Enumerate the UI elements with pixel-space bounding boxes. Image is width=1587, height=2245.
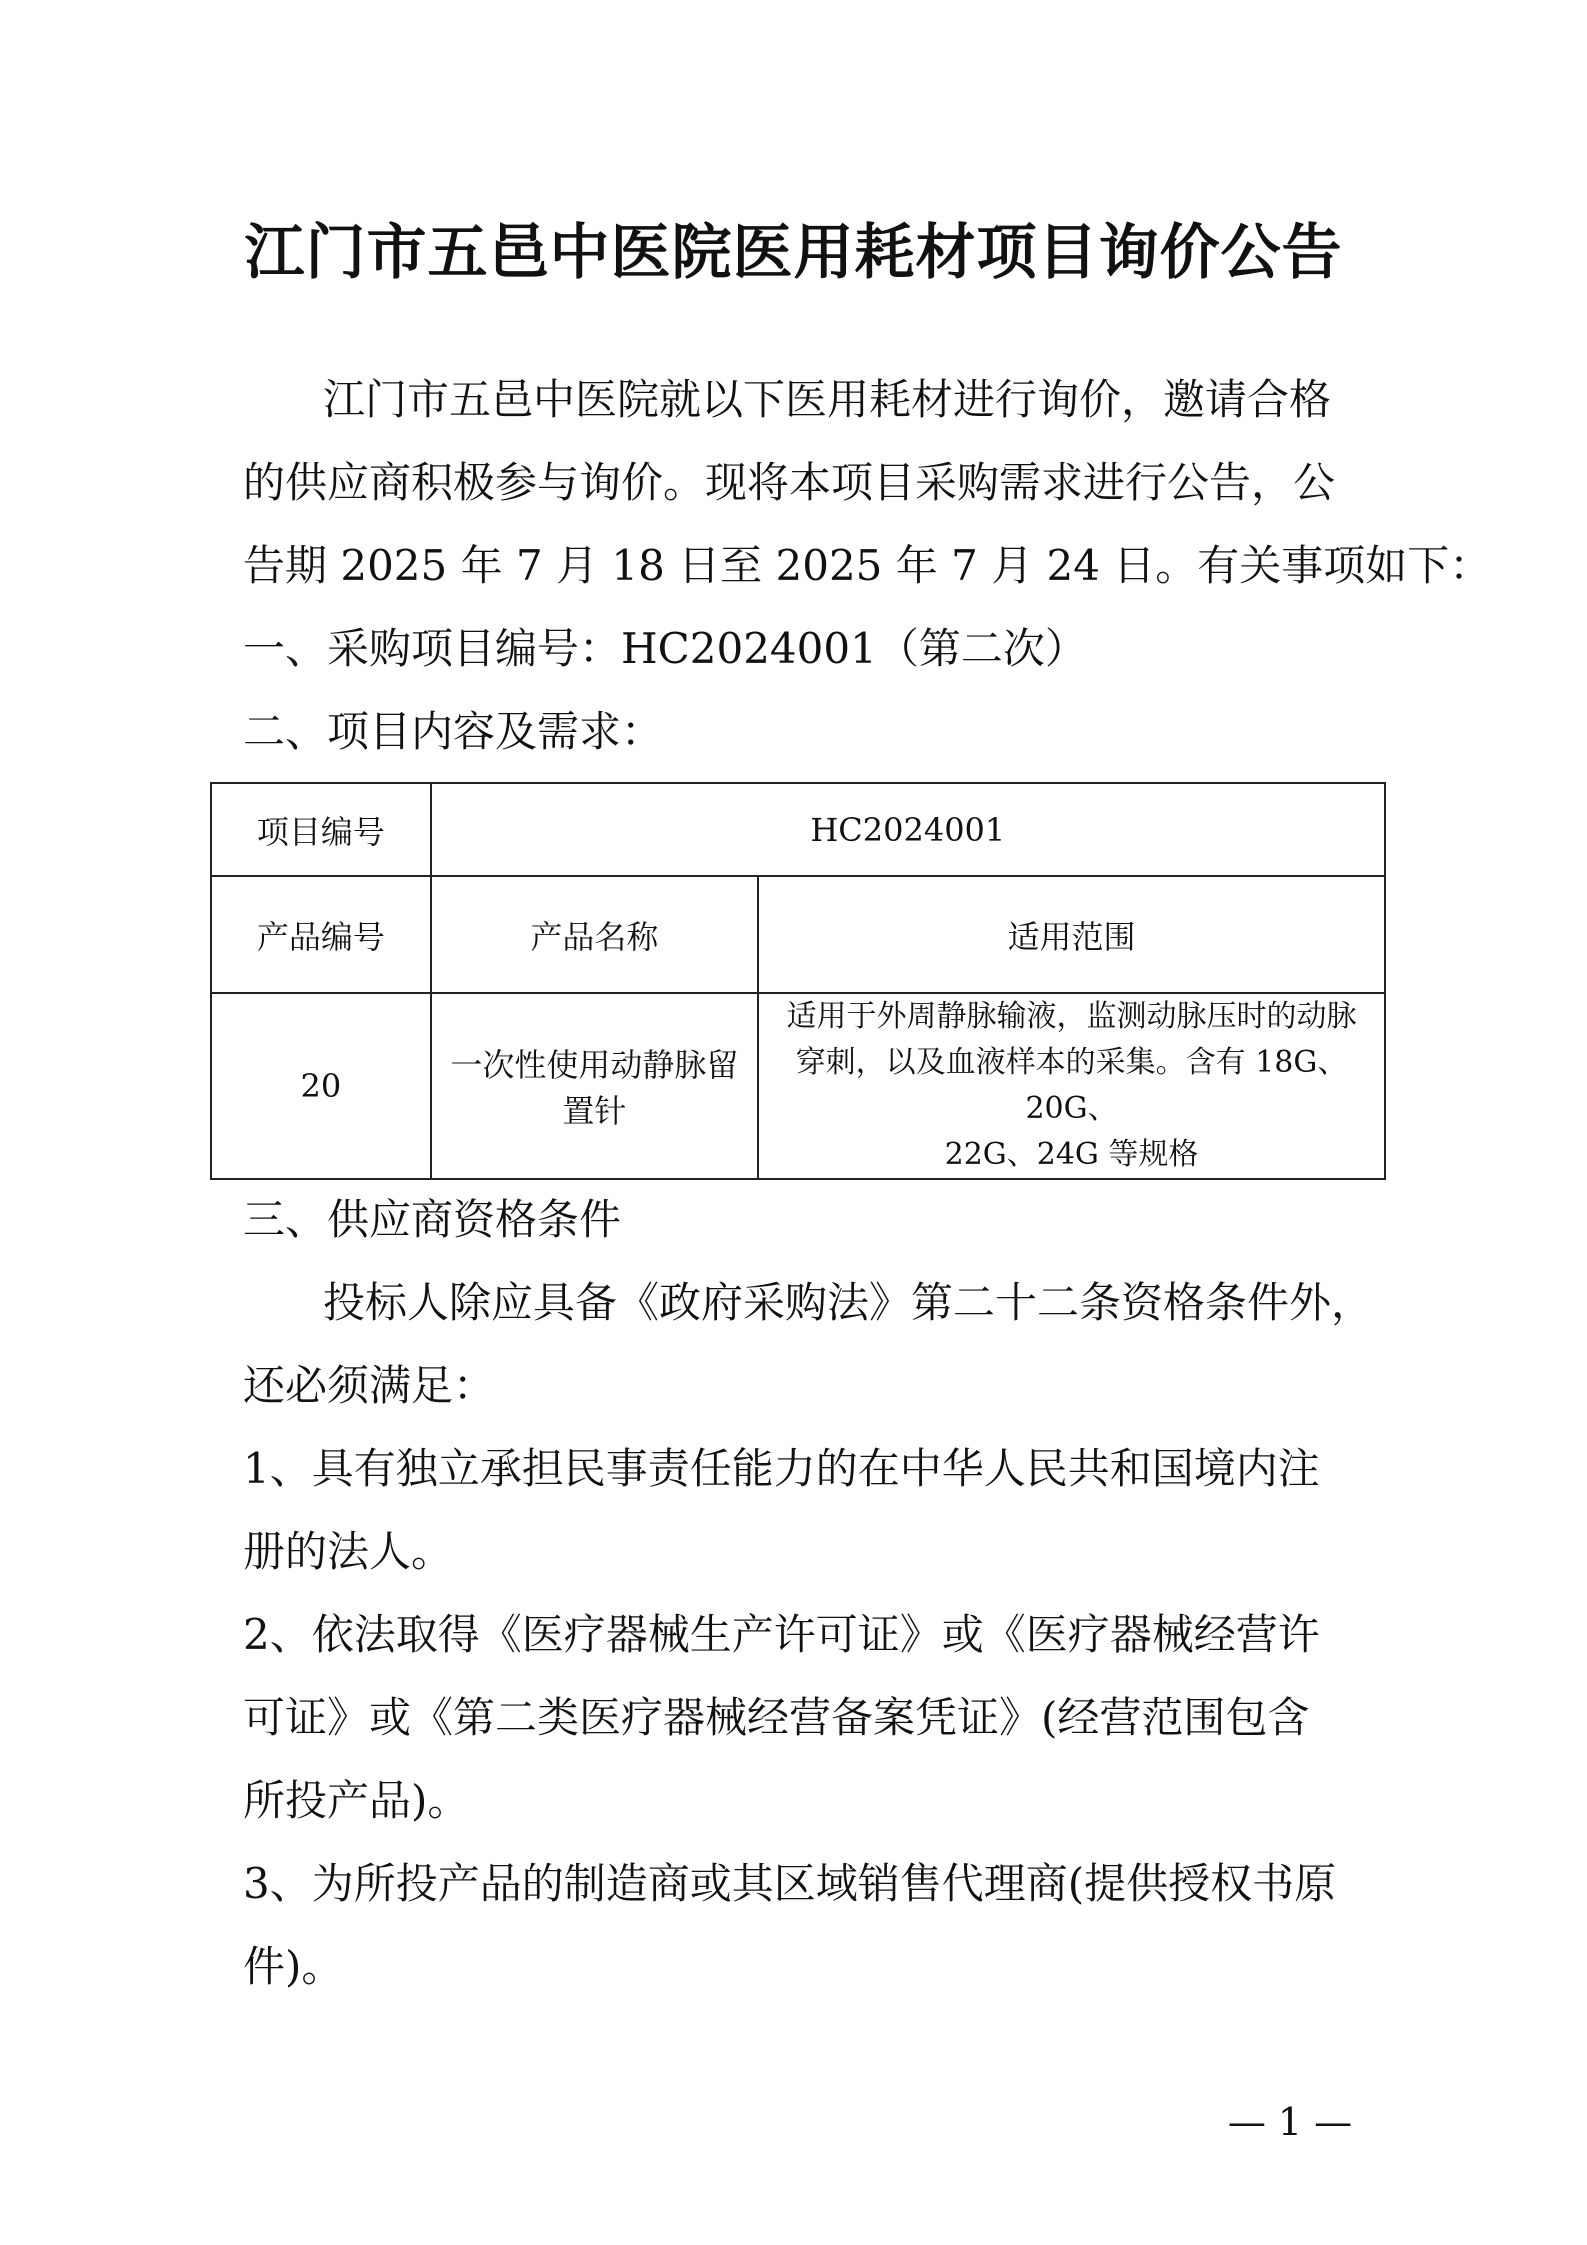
product-code-cell: 20 (211, 993, 431, 1179)
table-header-row (211, 876, 1385, 993)
intro-line-3: 告期 2025 年 7 月 18 日至 2025 年 7 月 24 日。有关事项如下： (243, 541, 1492, 590)
qualification-item-2-line-1: 2、依法取得《医疗器械生产许可证》或《医疗器械经营许 (243, 1610, 1320, 1659)
section-2-heading: 二、项目内容及需求： (243, 707, 664, 756)
header-scope: 适用范围 (758, 876, 1385, 993)
header-product-name: 产品名称 (431, 876, 758, 993)
scope-line-1: 适用于外周静脉输液，监测动脉压时的动脉 (786, 999, 1357, 1034)
intro-line-1: 江门市五邑中医院就以下医用耗材进行询价，邀请合格 (323, 375, 1332, 424)
table-row-project-no (211, 783, 1385, 876)
qualification-item-3-line-2: 件)。 (243, 1942, 344, 1991)
section-1-heading: 一、采购项目编号：HC2024001（第二次） (243, 624, 1087, 673)
product-name-line-1: 一次性使用动静脉留 (450, 1046, 739, 1084)
section-3-heading: 三、供应商资格条件 (243, 1195, 622, 1244)
table-row (211, 993, 1385, 1179)
qualification-intro-line-2: 还必须满足： (243, 1361, 496, 1410)
scope-line-2: 穿刺，以及血液样本的采集。含有 18G、20G、 (795, 1045, 1348, 1126)
project-no-value: HC2024001 (431, 783, 1385, 876)
qualification-item-1-line-1: 1、具有独立承担民事责任能力的在中华人民共和国境内注 (243, 1444, 1320, 1493)
scope-cell (758, 993, 1385, 1179)
page-title: 江门市五邑中医院医用耗材项目询价公告 (244, 218, 1343, 288)
project-no-label: 项目编号 (211, 783, 431, 876)
scope-line-3: 22G、24G 等规格 (944, 1137, 1199, 1172)
qualification-item-3-line-1: 3、为所投产品的制造商或其区域销售代理商(提供授权书原 (243, 1859, 1337, 1908)
qualification-item-1-line-2: 册的法人。 (243, 1527, 454, 1576)
page-number: — 1 — (1227, 2100, 1353, 2144)
qualification-intro-line-1: 投标人除应具备《政府采购法》第二十二条资格条件外， (323, 1278, 1374, 1327)
product-name-line-2: 置针 (562, 1092, 627, 1130)
qualification-item-2-line-2: 可证》或《第二类医疗器械经营备案凭证》(经营范围包含 (243, 1693, 1310, 1742)
intro-line-2: 的供应商积极参与询价。现将本项目采购需求进行公告，公 (243, 458, 1336, 507)
header-product-code: 产品编号 (211, 876, 431, 993)
qualification-item-2-line-3: 所投产品)。 (243, 1776, 470, 1825)
product-table (210, 782, 1386, 1180)
product-name-cell (431, 993, 758, 1179)
